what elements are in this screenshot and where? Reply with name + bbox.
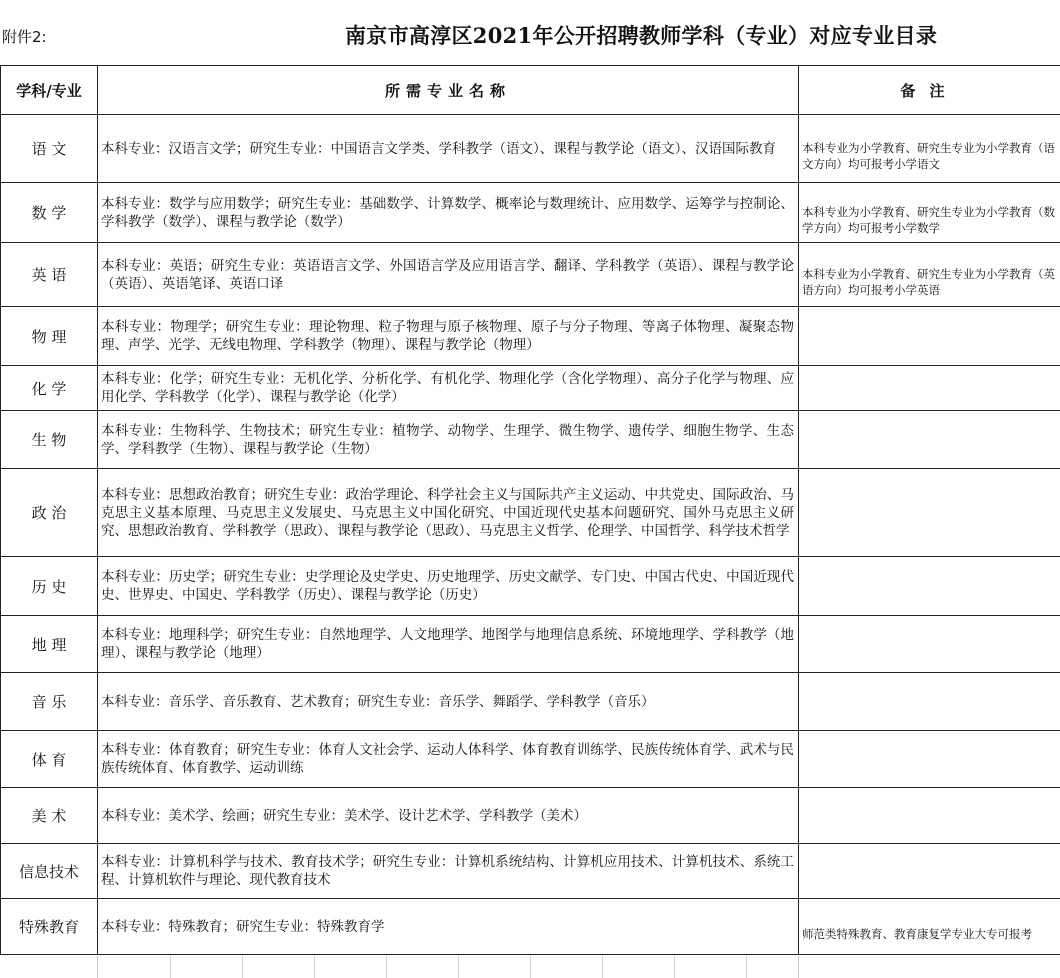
subject-cell: 生 物 [1,411,98,469]
subject-cell: 特殊教育 [1,899,98,955]
majors-cell: 本科专业：音乐学、音乐教育、艺术教育；研究生专业：音乐学、舞蹈学、学科教学（音乐） [98,673,799,731]
majors-cell: 本科专业：计算机科学与技术、教育技术学；研究生专业：计算机系统结构、计算机应用技术、计算机技术、系统工程、计算机软件与理论、现代教育技术 [98,844,799,899]
grid-line [798,956,799,978]
majors-cell: 本科专业：特殊教育；研究生专业：特殊教育学 [98,899,799,955]
remarks-cell [799,307,1060,366]
subject-cell: 物 理 [1,307,98,366]
grid-line [242,956,243,978]
table-row [1,469,1060,557]
subject-cell: 体 育 [1,731,98,788]
attachment-label: 附件2: [2,28,47,46]
majors-cell: 本科专业：历史学；研究生专业：史学理论及史学史、历史地理学、历史文献学、专门史、中国古代史、中国近现代史、世界史、中国史、学科教学（历史）、课程与教学论（历史） [98,557,799,616]
remarks-text [802,505,1057,520]
majors-table [0,65,1060,955]
remarks-text [802,381,1057,396]
table-row [1,243,1060,307]
table-row [1,115,1060,183]
table-row [1,366,1060,411]
table-header-row [1,66,1060,115]
grid-line [314,956,315,978]
column-header-subject: 学科/专业 [1,66,98,115]
table-row [1,557,1060,616]
table-row [1,411,1060,469]
grid-line [97,956,98,978]
remarks-cell [799,731,1060,788]
column-header-remarks: 备注 [799,66,1060,115]
remarks-cell [799,115,1060,183]
table-row [1,899,1060,955]
remarks-text [802,579,1057,594]
remarks-text [802,752,1057,767]
table-row [1,183,1060,243]
remarks-text [802,808,1057,823]
subject-cell: 数 学 [1,183,98,243]
remarks-cell [799,899,1060,955]
table-row [1,844,1060,899]
grid-line [386,956,387,978]
majors-cell: 本科专业：体育教育；研究生专业：体育人文社会学、运动人体科学、体育教育训练学、民族传统体育学、武术与民族传统体育、体育教学、运动训练 [98,731,799,788]
page-title: 南京市高淳区2021年公开招聘教师学科（专业）对应专业目录 [345,23,938,48]
grid-line [674,956,675,978]
remarks-cell [799,243,1060,307]
table-row [1,307,1060,366]
remarks-text [802,637,1057,652]
subject-cell: 信息技术 [1,844,98,899]
remarks-cell [799,844,1060,899]
column-header-majors: 所需专业名称 [98,66,799,115]
remarks-cell [799,673,1060,731]
grid-line [530,956,531,978]
majors-cell: 本科专业：地理科学；研究生专业：自然地理学、人文地理学、地图学与地理信息系统、环境地理学、学科教学（地理）、课程与教学论（地理） [98,616,799,673]
table-row [1,788,1060,844]
majors-cell: 本科专业：物理学；研究生专业：理论物理、粒子物理与原子核物理、原子与分子物理、等离子体物理、凝聚态物理、声学、光学、无线电物理、学科教学（物理）、课程与教学论（物理） [98,307,799,366]
remarks-text [802,864,1057,879]
subject-cell: 政 治 [1,469,98,557]
remarks-text [802,694,1057,709]
remarks-cell [799,366,1060,411]
remarks-text: 本科专业为小学教育、研究生专业为小学教育（语文方向）均可报考小学语文 [802,141,1055,171]
majors-cell: 本科专业：思想政治教育；研究生专业：政治学理论、科学社会主义与国际共产主义运动、中共党史、国际政治、马克思主义基本原理、马克思主义发展史、马克思主义中国化研究、中国近现代史基本问题研究、国外马克思主义研究、思想政治教育、学科教学（思政）、课程与教学论（思政）、马克思主义哲学、伦理学、中国哲学、科学技术哲学 [98,469,799,557]
majors-cell: 本科专业：生物科学、生物技术；研究生专业：植物学、动物学、生理学、微生物学、遗传学、细胞生物学、生态学、学科教学（生物）、课程与教学论（生物） [98,411,799,469]
table-row [1,673,1060,731]
grid-line [602,956,603,978]
subject-cell: 语 文 [1,115,98,183]
remarks-cell [799,616,1060,673]
subject-cell: 英 语 [1,243,98,307]
remarks-cell [799,469,1060,557]
remarks-text [802,329,1057,344]
table-row [1,616,1060,673]
remarks-cell [799,788,1060,844]
majors-cell: 本科专业：汉语言文学；研究生专业：中国语言文学类、学科教学（语文）、课程与教学论（语文）、汉语国际教育 [98,115,799,183]
majors-cell: 本科专业：英语；研究生专业：英语语言文学、外国语言学及应用语言学、翻译、学科教学（英语）、课程与教学论（英语）、英语笔译、英语口译 [98,243,799,307]
remarks-text: 本科专业为小学教育、研究生专业为小学教育（英语方向）均可报考小学英语 [802,267,1055,297]
footer-grid-lines [0,956,1060,978]
remarks-text: 本科专业为小学教育、研究生专业为小学教育（数学方向）均可报考小学数学 [802,205,1055,235]
subject-cell: 历 史 [1,557,98,616]
remarks-text [802,432,1057,447]
remarks-cell [799,411,1060,469]
table-row [1,731,1060,788]
remarks-cell [799,557,1060,616]
majors-cell: 本科专业：化学；研究生专业：无机化学、分析化学、有机化学、物理化学（含化学物理）、高分子化学与物理、应用化学、学科教学（化学）、课程与教学论（化学） [98,366,799,411]
majors-cell: 本科专业：美术学、绘画；研究生专业：美术学、设计艺术学、学科教学（美术） [98,788,799,844]
subject-cell: 美 术 [1,788,98,844]
remarks-cell [799,183,1060,243]
grid-line [746,956,747,978]
grid-line [170,956,171,978]
majors-cell: 本科专业：数学与应用数学；研究生专业：基础数学、计算数学、概率论与数理统计、应用数学、运筹学与控制论、学科教学（数学）、课程与教学论（数学） [98,183,799,243]
grid-line [458,956,459,978]
subject-cell: 化 学 [1,366,98,411]
subject-cell: 地 理 [1,616,98,673]
subject-cell: 音 乐 [1,673,98,731]
remarks-text: 师范类特殊教育、教育康复学专业大专可报考 [802,927,1032,941]
